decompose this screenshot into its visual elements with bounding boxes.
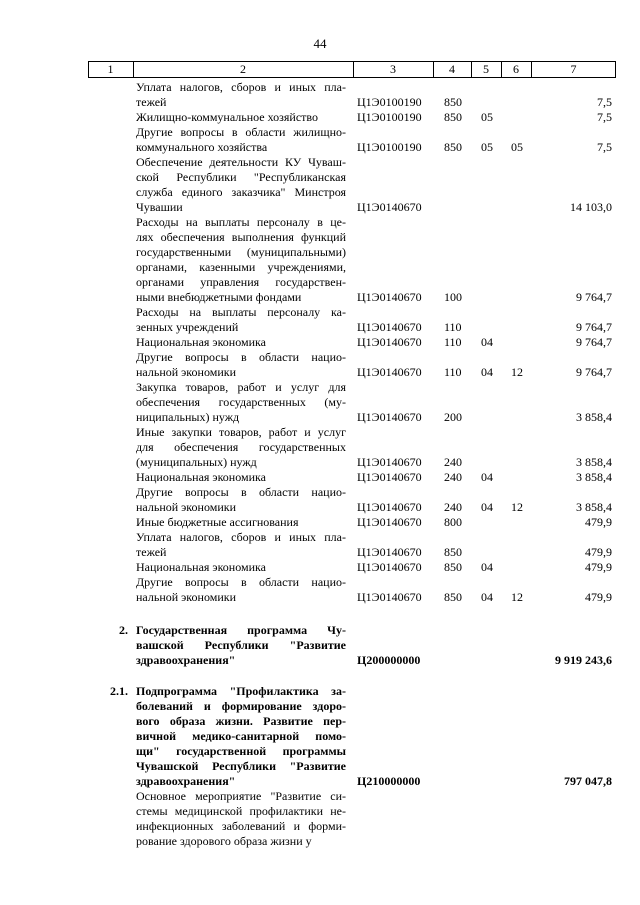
section-code: 04: [481, 365, 493, 379]
item-name-line: Основное мероприятие "Развитие си-: [136, 789, 346, 803]
amount-value: 9 764,7: [576, 365, 612, 379]
target-article-code: Ц1Э0140670: [357, 320, 422, 334]
expense-type-code: 240: [444, 500, 462, 514]
item-name-line: лях обеспечения выполнения функций: [136, 230, 346, 244]
section-code: 05: [481, 110, 493, 124]
item-name-line: Уплата налогов, сборов и иных пла-: [136, 80, 346, 94]
expense-type-code: 800: [444, 515, 462, 529]
item-name-line: вашской Республики "Развитие: [136, 638, 346, 652]
item-name-line: обеспечения государственных (му-: [136, 395, 346, 409]
item-name-line: Другие вопросы в области нацио-: [136, 485, 346, 499]
item-name-line: Национальная экономика: [136, 335, 266, 349]
amount-value: 3 858,4: [576, 410, 612, 424]
item-name-line: рование здорового образа жизни у: [136, 834, 312, 848]
target-article-code: Ц1Э0140670: [357, 410, 422, 424]
amount-value: 797 047,8: [564, 774, 612, 788]
expense-type-code: 850: [444, 545, 462, 559]
header-col-4: 4: [449, 62, 455, 76]
target-article-code: Ц200000000: [357, 653, 421, 667]
column-divider: [615, 62, 616, 77]
subsection-code: 05: [511, 140, 523, 154]
amount-value: 3 858,4: [576, 470, 612, 484]
item-name-line: зенных учреждений: [136, 320, 239, 334]
item-name-line: Национальная экономика: [136, 470, 266, 484]
item-name-line: органами, казенными учреждениями,: [136, 260, 346, 274]
subsection-code: 12: [511, 365, 523, 379]
item-name-line: Обеспечение деятельности КУ Чуваш-: [136, 155, 346, 169]
item-name-line: Подпрограмма "Профилактика за-: [136, 684, 346, 698]
header-col-5: 5: [483, 62, 489, 76]
table-header: [88, 61, 616, 78]
amount-value: 479,9: [585, 560, 612, 574]
target-article-code: Ц1Э0140670: [357, 560, 422, 574]
expense-type-code: 200: [444, 410, 462, 424]
target-article-code: Ц1Э0100190: [357, 140, 422, 154]
item-name-line: Расходы на выплаты персоналу ка-: [136, 305, 346, 319]
target-article-code: Ц1Э0140670: [357, 290, 422, 304]
header-col-6: 6: [513, 62, 519, 76]
expense-type-code: 100: [444, 290, 462, 304]
amount-value: 9 764,7: [576, 335, 612, 349]
item-name-line: Другие вопросы в области нацио-: [136, 575, 346, 589]
amount-value: 7,5: [597, 95, 612, 109]
expense-type-code: 240: [444, 470, 462, 484]
target-article-code: Ц1Э0140670: [357, 590, 422, 604]
header-col-2: 2: [240, 62, 246, 76]
item-name-line: коммунального хозяйства: [136, 140, 268, 154]
item-name-line: здравоохранения": [136, 653, 236, 667]
item-name-line: стемы медицинской профилактики не-: [136, 804, 346, 818]
item-name-line: ниципальных) нужд: [136, 410, 240, 424]
amount-value: 9 764,7: [576, 320, 612, 334]
row-number: 2.1.: [110, 684, 128, 698]
target-article-code: Ц210000000: [357, 774, 421, 788]
target-article-code: Ц1Э0140670: [357, 455, 422, 469]
item-name-line: щи" государственной программы: [136, 744, 346, 758]
section-code: 04: [481, 500, 493, 514]
section-code: 04: [481, 560, 493, 574]
item-name-line: нальной экономики: [136, 500, 236, 514]
amount-value: 479,9: [585, 590, 612, 604]
item-name-line: Уплата налогов, сборов и иных пла-: [136, 530, 346, 544]
item-name-line: Чувашской Республики "Развитие: [136, 759, 346, 773]
target-article-code: Ц1Э0140670: [357, 515, 422, 529]
item-name-line: Закупка товаров, работ и услуг для: [136, 380, 346, 394]
item-name-line: Иные закупки товаров, работ и услуг: [136, 425, 346, 439]
item-name-line: инфекционных заболеваний и форми-: [136, 819, 346, 833]
item-name-line: Государственная программа Чу-: [136, 623, 346, 637]
header-col-1: 1: [107, 62, 114, 76]
target-article-code: Ц1Э0100190: [357, 110, 422, 124]
header-col-7: 7: [570, 62, 577, 76]
section-code: 04: [481, 470, 493, 484]
expense-type-code: 110: [444, 335, 462, 349]
item-name-line: (муниципальных) нужд: [136, 455, 257, 469]
target-article-code: Ц1Э0140670: [357, 470, 422, 484]
item-name-line: государственными (муниципальными): [136, 245, 346, 259]
expense-type-code: 110: [444, 320, 462, 334]
target-article-code: Ц1Э0140670: [357, 365, 422, 379]
item-name-line: Чувашии: [136, 200, 183, 214]
target-article-code: Ц1Э0140670: [357, 200, 422, 214]
amount-value: 7,5: [597, 110, 612, 124]
expense-type-code: 850: [444, 560, 462, 574]
subsection-code: 12: [511, 500, 523, 514]
page-number: 44: [313, 36, 327, 51]
item-name-line: Национальная экономика: [136, 560, 266, 574]
item-name-line: Расходы на выплаты персоналу в це-: [136, 215, 346, 229]
target-article-code: Ц1Э0100190: [357, 95, 422, 109]
item-name-line: Иные бюджетные ассигнования: [136, 515, 299, 529]
item-name-line: ской Республики "Республиканская: [136, 170, 346, 184]
item-name-line: тежей: [136, 545, 167, 559]
amount-value: 9 919 243,6: [555, 653, 612, 667]
amount-value: 9 764,7: [576, 290, 612, 304]
item-name-line: Другие вопросы в области жилищно-: [136, 125, 346, 139]
subsection-code: 12: [511, 590, 523, 604]
item-name-line: служба единого заказчика" Минстроя: [136, 185, 346, 199]
item-name-line: болеваний и формирование здоро-: [136, 699, 346, 713]
target-article-code: Ц1Э0140670: [357, 335, 422, 349]
expense-type-code: 850: [444, 590, 462, 604]
expense-type-code: 110: [444, 365, 462, 379]
amount-value: 14 103,0: [570, 200, 612, 214]
header-col-3: 3: [390, 62, 396, 76]
item-name-line: для обеспечения государственных: [136, 440, 346, 454]
amount-value: 3 858,4: [576, 455, 612, 469]
target-article-code: Ц1Э0140670: [357, 545, 422, 559]
section-code: 04: [481, 590, 493, 604]
section-code: 04: [481, 335, 493, 349]
item-name-line: ными внебюджетными фондами: [136, 290, 302, 304]
item-name-line: вого образа жизни. Развитие пер-: [136, 714, 346, 728]
expense-type-code: 850: [444, 140, 462, 154]
expense-type-code: 850: [444, 110, 462, 124]
row-number: 2.: [119, 623, 128, 637]
item-name-line: Другие вопросы в области нацио-: [136, 350, 346, 364]
section-code: 05: [481, 140, 493, 154]
expense-type-code: 240: [444, 455, 462, 469]
item-name-line: здравоохранения": [136, 774, 236, 788]
item-name-line: нальной экономики: [136, 590, 236, 604]
item-name-line: тежей: [136, 95, 167, 109]
item-name-line: нальной экономики: [136, 365, 236, 379]
amount-value: 479,9: [585, 515, 612, 529]
amount-value: 3 858,4: [576, 500, 612, 514]
amount-value: 479,9: [585, 545, 612, 559]
expense-type-code: 850: [444, 95, 462, 109]
amount-value: 7,5: [597, 140, 612, 154]
target-article-code: Ц1Э0140670: [357, 500, 422, 514]
item-name-line: Жилищно-коммунальное хозяйство: [136, 110, 319, 124]
item-name-line: органами управления государствен-: [136, 275, 346, 289]
item-name-line: вичной медико-санитарной помо-: [136, 729, 346, 743]
